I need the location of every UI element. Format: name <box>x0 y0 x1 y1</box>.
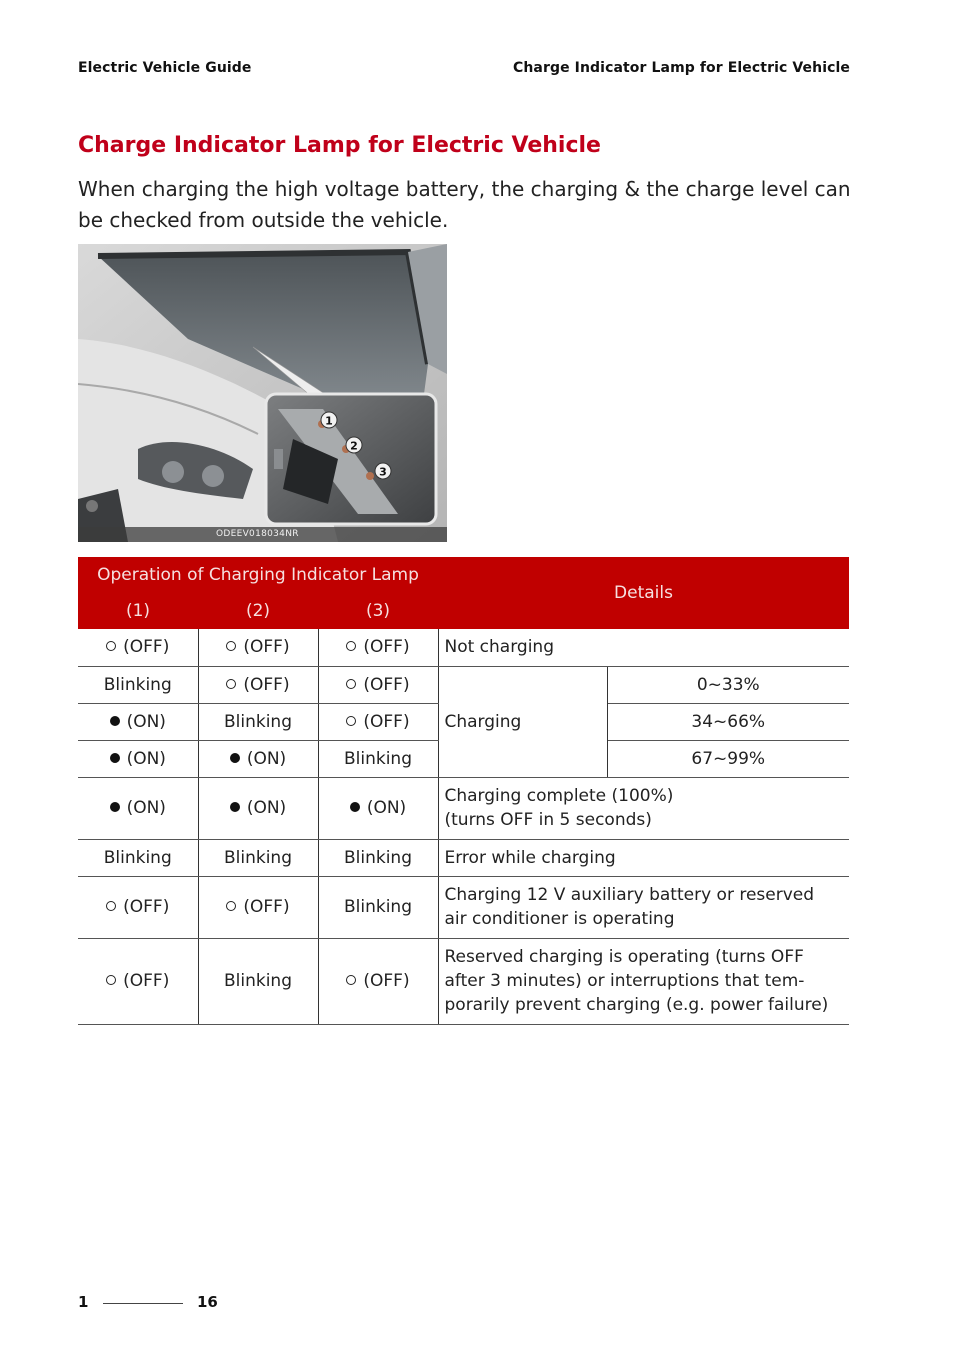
header-details: Details <box>438 557 849 629</box>
vehicle-illustration <box>78 244 447 542</box>
lamp-state-on: (ON) <box>78 703 198 740</box>
header-lamp-2: (2) <box>198 593 318 629</box>
detail-text: Not charging <box>438 629 849 666</box>
lamp-state-off: (OFF) <box>318 703 438 740</box>
lamp-off-icon <box>106 975 116 985</box>
lamp-on-icon <box>110 802 120 812</box>
lamp-state-off: (OFF) <box>198 629 318 666</box>
lamp-off-icon <box>346 975 356 985</box>
lamp-state-off: (OFF) <box>198 666 318 703</box>
lamp-off-icon <box>106 641 116 651</box>
lamp-state-blinking: Blinking <box>198 703 318 740</box>
table-row <box>78 938 849 1024</box>
lamp-state-blinking: Blinking <box>318 876 438 938</box>
lamp-state-on: (ON) <box>198 740 318 777</box>
charge-level-mid: 34~66% <box>607 703 849 740</box>
lamp-on-icon <box>230 802 240 812</box>
footer-chapter-number: 1 <box>78 1293 89 1311</box>
lamp-off-icon <box>106 901 116 911</box>
lamp-state-on: (ON) <box>198 777 318 839</box>
figure-code: ODEEV018034NR <box>78 527 447 542</box>
detail-text: Error while charging <box>438 839 849 876</box>
charge-indicator-table <box>78 557 849 1025</box>
callout-1: 1 <box>325 414 333 428</box>
table-row <box>78 629 849 666</box>
lamp-state-on: (ON) <box>318 777 438 839</box>
header-lamp-3: (3) <box>318 593 438 629</box>
running-header-right: Charge Indicator Lamp for Electric Vehicle <box>512 60 850 76</box>
lamp-off-icon <box>226 901 236 911</box>
lamp-off-icon <box>346 716 356 726</box>
lamp-on-icon <box>350 802 360 812</box>
detail-text: Reserved charging is operating (turns OFF after 3 minutes) or interruptions that tem- porarily prevent charging (e.g. power failure) <box>438 938 849 1024</box>
detail-text: Charging 12 V auxiliary battery or reserved air conditioner is operating <box>438 876 849 938</box>
lamp-state-off: (OFF) <box>78 938 198 1024</box>
charge-level-low: 0~33% <box>607 666 849 703</box>
lamp-state-blinking: Blinking <box>78 839 198 876</box>
footer-divider <box>103 1303 183 1304</box>
lamp-state-blinking: Blinking <box>198 839 318 876</box>
intro-paragraph: When charging the high voltage battery, the charging & the charge level can be checked from outside the vehicle. <box>78 177 851 232</box>
table-row <box>78 876 849 938</box>
table-row <box>78 666 849 703</box>
lamp-state-off: (OFF) <box>318 938 438 1024</box>
lamp-state-on: (ON) <box>78 777 198 839</box>
charging-label: Charging <box>438 666 607 777</box>
table-row <box>78 777 849 839</box>
lamp-off-icon <box>226 679 236 689</box>
lamp-state-off: (OFF) <box>318 666 438 703</box>
lamp-state-on: (ON) <box>78 740 198 777</box>
footer-page-number: 16 <box>197 1293 218 1311</box>
lamp-state-off: (OFF) <box>198 876 318 938</box>
detail-text: Charging complete (100%) (turns OFF in 5 seconds) <box>438 777 849 839</box>
lamp-state-blinking: Blinking <box>198 938 318 1024</box>
lamp-on-icon <box>110 753 120 763</box>
header-lamp-1: (1) <box>78 593 198 629</box>
section-title: Charge Indicator Lamp for Electric Vehicle <box>78 133 601 158</box>
lamp-state-blinking: Blinking <box>318 740 438 777</box>
lamp-state-off: (OFF) <box>78 629 198 666</box>
lamp-on-icon <box>110 716 120 726</box>
charge-level-high: 67~99% <box>607 740 849 777</box>
lamp-state-blinking: Blinking <box>78 666 198 703</box>
running-header-left: Electric Vehicle Guide <box>78 60 252 76</box>
callout-3: 3 <box>379 465 387 479</box>
callout-2: 2 <box>350 439 358 453</box>
lamp-off-icon <box>346 679 356 689</box>
lamp-state-off: (OFF) <box>78 876 198 938</box>
lamp-off-icon <box>226 641 236 651</box>
lamp-on-icon <box>230 753 240 763</box>
lamp-state-blinking: Blinking <box>318 839 438 876</box>
lamp-state-off: (OFF) <box>318 629 438 666</box>
table-row <box>78 839 849 876</box>
lamp-off-icon <box>346 641 356 651</box>
header-operation: Operation of Charging Indicator Lamp <box>78 557 438 593</box>
vehicle-drawing <box>78 244 447 542</box>
